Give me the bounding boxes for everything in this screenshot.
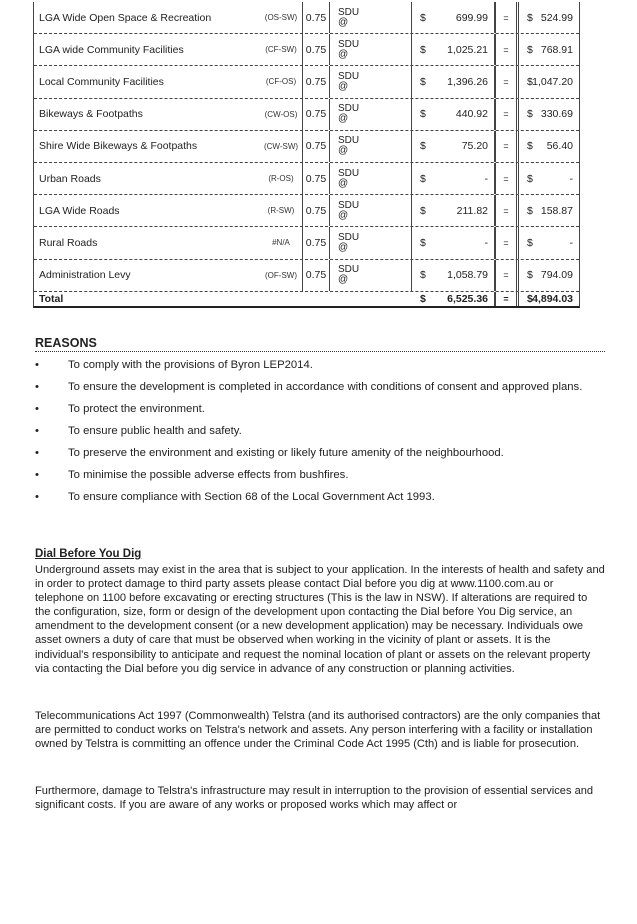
table-row xyxy=(34,34,579,66)
row-code: (R-SW) xyxy=(267,206,295,216)
total-amount-value: 158.87 xyxy=(540,204,573,217)
at-symbol: @ xyxy=(338,241,349,253)
at-symbol: @ xyxy=(338,48,349,60)
row-code: (OF-SW) xyxy=(265,270,297,280)
table-row xyxy=(34,131,579,163)
row-unit xyxy=(328,66,412,97)
row-description: LGA Wide Open Space & Recreation xyxy=(39,11,212,24)
total-amount-value: 768.91 xyxy=(540,43,573,56)
unit-amount-value: 211.82 xyxy=(456,204,488,217)
reason-text: To protect the environment. xyxy=(68,403,205,415)
currency-symbol: $ xyxy=(527,172,533,185)
total-unit-amount-value: 6,525.36 xyxy=(447,292,488,305)
at-symbol: @ xyxy=(338,177,349,189)
equals-sign: = xyxy=(495,34,519,65)
contributions-table xyxy=(33,2,580,308)
reasons-list xyxy=(35,358,595,512)
at-symbol: @ xyxy=(338,80,349,92)
unit-label: SDU xyxy=(338,70,360,82)
equals-sign: = xyxy=(495,227,519,258)
table-row xyxy=(34,260,579,292)
reason-item xyxy=(35,490,595,504)
reason-text: To preserve the environment and existing or likely future amenity of the neighbourhood. xyxy=(68,447,504,459)
grand-total-amount xyxy=(518,292,579,306)
unit-amount-value: - xyxy=(484,172,488,185)
at-symbol: @ xyxy=(338,145,349,157)
row-rate: 0.75 xyxy=(302,195,330,226)
bullet-icon: • xyxy=(35,491,39,503)
row-total-amount xyxy=(518,195,579,226)
currency-symbol: $ xyxy=(420,292,426,305)
row-code: (CW-OS) xyxy=(264,109,298,119)
total-unit-amount xyxy=(412,292,495,306)
row-description: Bikeways & Footpaths xyxy=(39,108,143,121)
row-description: Shire Wide Bikeways & Footpaths xyxy=(39,140,198,153)
bullet-icon: • xyxy=(35,403,39,415)
row-unit xyxy=(328,131,412,162)
row-description: Rural Roads xyxy=(39,236,98,249)
reason-item xyxy=(35,468,595,482)
currency-symbol: $ xyxy=(527,11,533,24)
row-description: Administration Levy xyxy=(39,269,131,282)
row-code: (CW-SW) xyxy=(263,141,299,151)
currency-symbol: $ xyxy=(527,269,533,282)
reason-text: To ensure public health and safety. xyxy=(68,425,242,437)
row-total-amount xyxy=(518,131,579,162)
bullet-icon: • xyxy=(35,425,39,437)
unit-label: SDU xyxy=(338,38,360,50)
unit-amount-value: - xyxy=(484,236,488,249)
table-row xyxy=(34,2,579,34)
unit-label: SDU xyxy=(338,167,360,179)
equals-sign: = xyxy=(495,2,519,33)
row-rate: 0.75 xyxy=(302,34,330,65)
table-row xyxy=(34,99,579,131)
row-total-amount xyxy=(518,66,579,97)
row-unit-amount xyxy=(412,131,495,162)
currency-symbol: $ xyxy=(527,204,533,217)
row-total-amount xyxy=(518,99,579,130)
reason-text: To ensure compliance with Section 68 of the Local Government Act 1993. xyxy=(68,491,435,503)
total-label: Total xyxy=(39,292,64,305)
telecommunications-paragraph: Telecommunications Act 1997 (Commonwealth) Telstra (and its authorised contractors) are the only companies that are permitted to conduct works on Telstra's network and assets. Any person interfering with a facility or installation owned by Telstra is committing an offence under the Criminal Code Act 1995 (Cth) and is liable for prosecution. xyxy=(35,710,601,751)
equals-sign: = xyxy=(495,260,519,291)
row-unit-amount xyxy=(412,2,495,33)
dial-before-you-dig-heading: Dial Before You Dig xyxy=(35,548,142,560)
currency-symbol: $ xyxy=(527,108,533,121)
bullet-icon: • xyxy=(35,381,39,393)
total-amount-value: - xyxy=(569,172,573,185)
row-total-amount xyxy=(518,2,579,33)
table-row xyxy=(34,195,579,227)
equals-sign: = xyxy=(495,163,519,194)
reason-text: To minimise the possible adverse effects from bushfires. xyxy=(68,469,349,481)
row-total-amount xyxy=(518,163,579,194)
unit-amount-value: 1,025.21 xyxy=(447,43,488,56)
reason-text: To comply with the provisions of Byron LEP2014. xyxy=(68,359,313,371)
unit-label: SDU xyxy=(338,231,360,243)
row-unit xyxy=(328,2,412,33)
reason-item xyxy=(35,380,595,394)
reasons-heading: REASONS xyxy=(35,336,605,352)
row-unit-amount xyxy=(412,227,495,258)
table-row xyxy=(34,66,579,98)
currency-symbol: $ xyxy=(420,269,426,282)
currency-symbol: $ xyxy=(420,43,426,56)
table-row xyxy=(34,227,579,259)
row-total-amount xyxy=(518,227,579,258)
reason-item xyxy=(35,402,595,416)
unit-amount-value: 440.92 xyxy=(455,108,488,121)
currency-symbol: $ xyxy=(420,236,426,249)
reason-item xyxy=(35,358,595,372)
row-rate: 0.75 xyxy=(302,260,330,291)
row-rate: 0.75 xyxy=(302,131,330,162)
total-amount-value: 1,047.20 xyxy=(532,75,573,88)
total-amount-value: 794.09 xyxy=(540,269,573,282)
at-symbol: @ xyxy=(338,113,349,125)
row-rate: 0.75 xyxy=(302,2,330,33)
unit-label: SDU xyxy=(338,199,360,211)
row-description: LGA wide Community Facilities xyxy=(39,43,184,56)
row-description: Local Community Facilities xyxy=(39,75,164,88)
at-symbol: @ xyxy=(338,16,349,28)
equals-sign: = xyxy=(495,66,519,97)
reason-text: To ensure the development is completed in accordance with conditions of consent and approved plans. xyxy=(68,381,583,393)
row-unit xyxy=(328,227,412,258)
unit-label: SDU xyxy=(338,103,360,115)
reason-item xyxy=(35,424,595,438)
row-unit-amount xyxy=(412,195,495,226)
row-code: (CF-OS) xyxy=(265,77,297,87)
row-rate: 0.75 xyxy=(302,227,330,258)
total-amount-value: 330.69 xyxy=(540,108,573,121)
row-description: LGA Wide Roads xyxy=(39,204,120,217)
row-code: (CF-SW) xyxy=(265,45,297,55)
currency-symbol: $ xyxy=(420,11,426,24)
row-unit xyxy=(328,163,412,194)
infrastructure-damage-paragraph: Furthermore, damage to Telstra's infrastructure may result in interruption to the provision of essential services and significant costs. If you are aware of any works or proposed works which may affect or xyxy=(35,785,594,812)
row-total-amount xyxy=(518,34,579,65)
row-rate: 0.75 xyxy=(302,99,330,130)
currency-symbol: $ xyxy=(527,292,533,305)
currency-symbol: $ xyxy=(527,75,533,88)
equals-sign: = xyxy=(495,195,519,226)
row-unit xyxy=(328,260,412,291)
at-symbol: @ xyxy=(338,274,349,286)
equals-sign: = xyxy=(495,292,519,306)
currency-symbol: $ xyxy=(527,140,533,153)
row-code: (OS-SW) xyxy=(264,13,298,23)
row-unit xyxy=(328,34,412,65)
currency-symbol: $ xyxy=(420,140,426,153)
row-rate: 0.75 xyxy=(302,66,330,97)
row-code: #N/A xyxy=(272,238,290,248)
currency-symbol: $ xyxy=(527,43,533,56)
row-unit-amount xyxy=(412,260,495,291)
unit-amount-value: 699.99 xyxy=(455,11,488,24)
currency-symbol: $ xyxy=(420,75,426,88)
row-description: Urban Roads xyxy=(39,172,101,185)
row-unit-amount xyxy=(412,163,495,194)
row-unit-amount xyxy=(412,34,495,65)
at-symbol: @ xyxy=(338,209,349,221)
reason-item xyxy=(35,446,595,460)
unit-label: SDU xyxy=(338,135,360,147)
bullet-icon: • xyxy=(35,447,39,459)
dial-paragraph-1: Underground assets may exist in the area that is subject to your application. In the interests of health and safety and in order to protect damage to third party assets please contact Dial before you dig at www.1100.com.au or telephone on 1100 before excavating or erecting structures (This is the law in NSW). If alterations are required to the configuration, size, form or design of the development upon contacting the Dial before You Dig service, an amendment to the development consent (or a new development application) may be necessary. Individuals owe asset owners a duty of care that must be observed when working in the vicinity of plant or assets. It is the individual's responsibility to anticipate and request the nominal location of plant or assets on the relevant property via contacting the Dial before you dig service in advance of any construction or planning activities. xyxy=(35,564,605,675)
unit-amount-value: 1,396.26 xyxy=(447,75,488,88)
bullet-icon: • xyxy=(35,359,39,371)
equals-sign: = xyxy=(495,99,519,130)
table-row xyxy=(34,163,579,195)
row-unit-amount xyxy=(412,66,495,97)
unit-amount-value: 1,058.79 xyxy=(447,269,488,282)
currency-symbol: $ xyxy=(420,204,426,217)
total-spacer xyxy=(302,292,328,306)
total-amount-value: 56.40 xyxy=(546,140,573,153)
unit-amount-value: 75.20 xyxy=(461,140,488,153)
currency-symbol: $ xyxy=(420,108,426,121)
currency-symbol: $ xyxy=(527,236,533,249)
row-code: (R-OS) xyxy=(268,174,294,184)
equals-sign: = xyxy=(495,131,519,162)
unit-label: SDU xyxy=(338,264,360,276)
grand-total-value: 4,894.03 xyxy=(532,292,573,305)
bullet-icon: • xyxy=(35,469,39,481)
total-amount-value: 524.99 xyxy=(540,11,573,24)
unit-label: SDU xyxy=(338,6,360,18)
row-unit xyxy=(328,195,412,226)
row-unit-amount xyxy=(412,99,495,130)
total-amount-value: - xyxy=(569,236,573,249)
row-rate: 0.75 xyxy=(302,163,330,194)
currency-symbol: $ xyxy=(420,172,426,185)
table-total-row xyxy=(34,292,579,306)
row-total-amount xyxy=(518,260,579,291)
row-unit xyxy=(328,99,412,130)
